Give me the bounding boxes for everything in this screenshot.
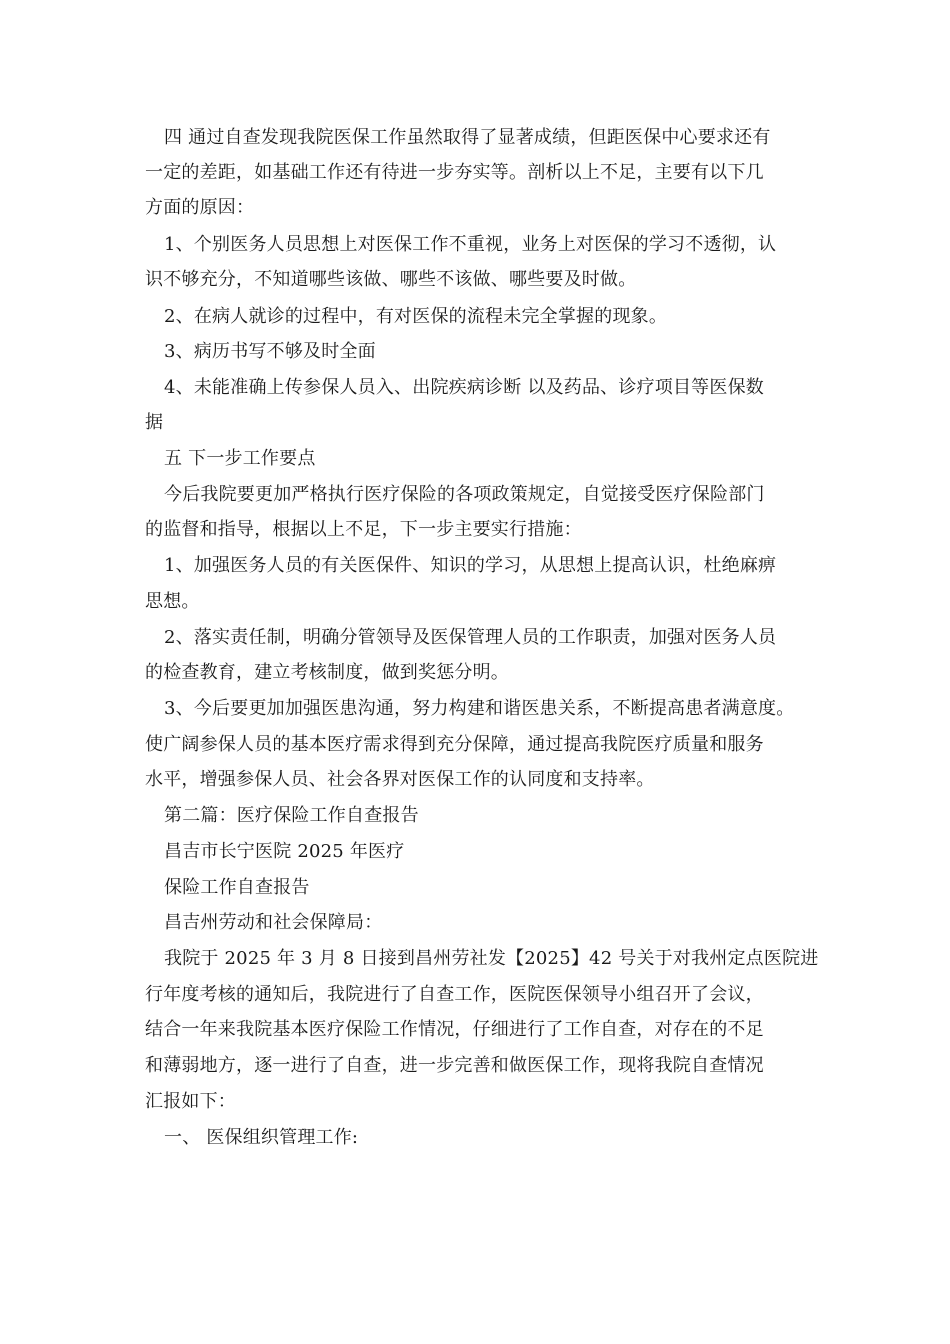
text-line: 水平，增强参保人员、社会各界对医保工作的认同度和支持率。 [145, 769, 655, 790]
text-line: 据 [145, 412, 164, 433]
text-line: 3、病历书写不够及时全面 [164, 341, 376, 362]
section-heading: 一、 医保组织管理工作: [164, 1127, 359, 1148]
text-line: 3、今后要更加加强医患沟通，努力构建和谐医患关系，不断提高患者满意度。 [164, 698, 795, 719]
text-line: 昌吉州劳动和社会保障局： [164, 912, 383, 933]
text-line: 的检查教育，建立考核制度，做到奖惩分明。 [145, 662, 509, 683]
text-line: 1、加强医务人员的有关医保件、知识的学习，从思想上提高认识，杜绝麻痹 [164, 555, 777, 576]
section-heading: 第二篇：医疗保险工作自查报告 [164, 805, 419, 826]
text-line: 昌吉市长宁医院 2025 年医疗 [164, 841, 405, 862]
text-line: 使广阔参保人员的基本医疗需求得到充分保障，通过提高我院医疗质量和服务 [145, 734, 764, 755]
text-line: 四 通过自查发现我院医保工作虽然取得了显著成绩，但距医保中心要求还有 [164, 127, 771, 148]
text-line: 方面的原因： [145, 197, 255, 218]
text-line: 保险工作自查报告 [164, 877, 310, 898]
text-line: 2、落实责任制，明确分管领导及医保管理人员的工作职责，加强对医务人员 [164, 627, 777, 648]
text-line: 行年度考核的通知后，我院进行了自查工作，医院医保领导小组召开了会议， [145, 984, 764, 1005]
text-line: 一定的差距，如基础工作还有待进一步夯实等。剖析以上不足，主要有以下几 [145, 162, 764, 183]
text-line: 1、个别医务人员思想上对医保工作不重视，业务上对医保的学习不透彻，认 [164, 234, 777, 255]
text-line: 2、在病人就诊的过程中，有对医保的流程未完全掌握的现象。 [164, 306, 668, 327]
text-line: 识不够充分，不知道哪些该做、哪些不该做、哪些要及时做。 [145, 269, 637, 290]
text-line: 我院于 2025 年 3 月 8 日接到昌州劳社发【2025】42 号关于对我州定点医院进 [164, 948, 819, 969]
text-line: 的监督和指导，根据以上不足，下一步主要实行措施： [145, 519, 582, 540]
text-line: 和薄弱地方，逐一进行了自查，进一步完善和做医保工作，现将我院自查情况 [145, 1055, 764, 1076]
section-heading: 五 下一步工作要点 [164, 448, 316, 469]
text-line: 思想。 [145, 591, 200, 612]
text-line: 4、未能准确上传参保人员入、出院疾病诊断 以及药品、诊疗项目等医保数 [164, 377, 764, 398]
text-line: 汇报如下： [145, 1091, 236, 1112]
text-line: 今后我院要更加严格执行医疗保险的各项政策规定，自觉接受医疗保险部门 [164, 484, 765, 505]
text-line: 结合一年来我院基本医疗保险工作情况，仔细进行了工作自查，对存在的不足 [145, 1019, 764, 1040]
